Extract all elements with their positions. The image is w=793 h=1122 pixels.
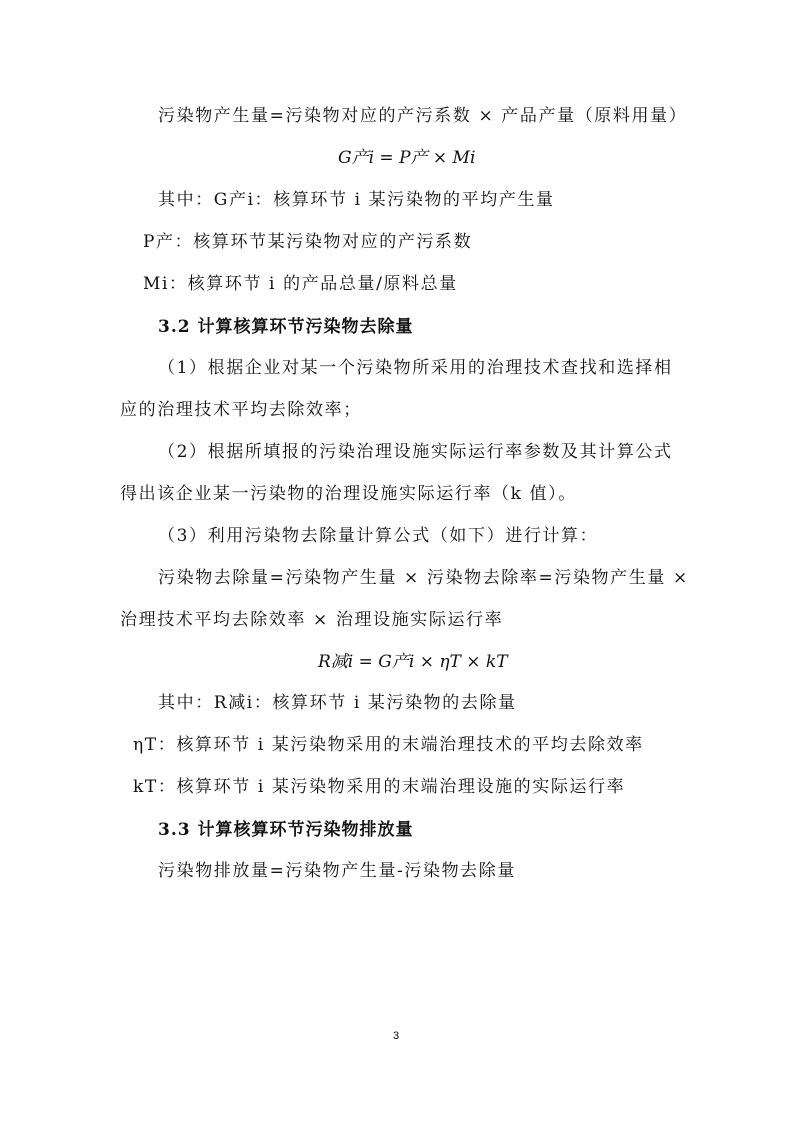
text-line: （1）根据企业对某一个污染物所采用的治理技术查找和选择相 [158, 358, 673, 378]
section-heading: 3.2 计算核算环节污染物去除量 [158, 317, 414, 337]
text-line: P产：核算环节某污染物对应的产污系数 [143, 232, 473, 252]
text-line: 治理技术平均去除效率 × 治理设施实际运行率 [120, 610, 504, 630]
text-line: 污染物排放量=污染物产生量-污染物去除量 [158, 861, 516, 881]
text-line: 其中：G产i：核算环节 i 某污染物的平均产生量 [158, 190, 555, 210]
formula-production: G产i = P产 × Mi [338, 148, 476, 168]
text-line: 其中：R减i：核算环节 i 某污染物的去除量 [158, 693, 517, 713]
text-line: （3）利用污染物去除量计算公式（如下）进行计算： [158, 526, 599, 546]
text-line: ηT：核算环节 i 某污染物采用的末端治理技术的平均去除效率 [133, 735, 644, 755]
formula-removal: R减i = G产i × ηT × kT [318, 652, 508, 672]
section-heading: 3.3 计算核算环节污染物排放量 [158, 820, 414, 840]
page-number: 3 [393, 1030, 400, 1042]
text-line: 应的治理技术平均去除效率； [120, 400, 362, 420]
text-line: 得出该企业某一污染物的治理设施实际运行率（k 值）。 [120, 484, 577, 504]
text-line: kT：核算环节 i 某污染物采用的末端治理设施的实际运行率 [133, 777, 626, 797]
text-line: 污染物去除量=污染物产生量 × 污染物去除率=污染物产生量 × [158, 568, 689, 588]
text-line: Mi：核算环节 i 的产品总量/原料总量 [143, 274, 458, 294]
text-line: （2）根据所填报的污染治理设施实际运行率参数及其计算公式 [158, 442, 673, 462]
text-line: 污染物产生量=污染物对应的产污系数 × 产品产量（原料用量） [158, 106, 688, 126]
